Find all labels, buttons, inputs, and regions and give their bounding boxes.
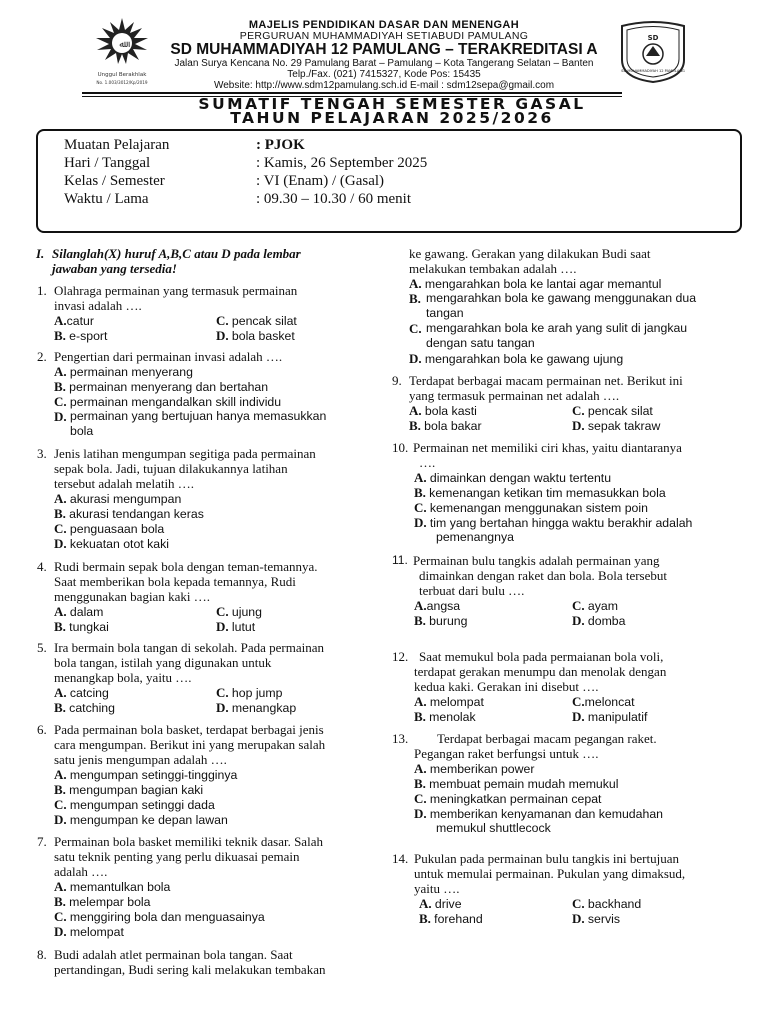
answer-option-c[interactable]: C. backhand: [572, 896, 642, 911]
info-label: Hari / Tanggal: [64, 155, 151, 171]
answer-option-c[interactable]: C. kemenangan menggunakan sistem poin: [414, 500, 648, 515]
answer-option-c[interactable]: C.meloncat: [572, 694, 635, 709]
question-text: Saat memukul bola pada permaianan bola voli,: [419, 649, 664, 664]
question-text: Pada permainan bola basket, terdapat berbagai jenis: [54, 722, 324, 737]
answer-option-b[interactable]: B. tungkai: [54, 619, 109, 634]
question-text: pertandingan, Budi sering kali melakukan tembakan: [54, 962, 326, 977]
instruction-text: jawaban yang tersedia!: [52, 261, 177, 276]
answer-option-d[interactable]: D. menangkap: [216, 700, 297, 715]
answer-option-d-text: bola: [70, 424, 94, 438]
answer-option-a[interactable]: A. bola kasti: [409, 403, 477, 418]
info-value: : Kamis, 26 September 2025: [256, 155, 428, 171]
answer-option-a[interactable]: A. melompat: [414, 694, 484, 709]
question-text: Permainan bola basket memiliki teknik dasar. Salah: [54, 834, 323, 849]
question-number: 9.: [392, 373, 402, 388]
question-number: 13.: [392, 731, 409, 746]
question-text: Permainan bulu tangkis adalah permainan yang: [413, 553, 660, 568]
school-address: Jalan Surya Kencana No. 29 Pamulang Barat – Pamulang – Kota Tangerang Selatan – Banten: [174, 58, 594, 69]
question-text: terdapat gerakan menumpu dan menolak dengan: [414, 664, 667, 679]
question-text: yaitu ….: [414, 881, 460, 896]
answer-option-c[interactable]: C. pencak silat: [216, 313, 297, 328]
answer-option-a[interactable]: A. catcing: [54, 685, 109, 700]
question-text: Pengertian dari permainan invasi adalah ….: [54, 349, 283, 364]
question-text: kedua kaki. Gerakan ini disebut ….: [414, 679, 599, 694]
question-text: satu jenis mengumpan adalah ….: [54, 752, 227, 767]
question-text: dimainkan dengan raket dan bola. Bola tersebut: [419, 568, 668, 583]
question-text: Rudi bermain sepak bola dengan teman-temannya.: [54, 559, 318, 574]
answer-option-b[interactable]: B. catching: [54, 700, 115, 715]
answer-option-d[interactable]: D. manipulatif: [572, 709, 648, 724]
exam-title: SUMATIF TENGAH SEMESTER GASAL: [198, 95, 586, 113]
info-value: : 09.30 – 10.30 / 60 menit: [256, 191, 411, 207]
answer-option-b[interactable]: B. akurasi tendangan keras: [54, 506, 204, 521]
left-logo-reg: No. 1.003/3012/Kp/2019: [96, 80, 148, 85]
svg-text:SD: SD: [647, 34, 659, 42]
answer-option-b[interactable]: B. menolak: [414, 709, 476, 724]
answer-option-b[interactable]: B. e-sport: [54, 328, 108, 343]
question-number: 3.: [37, 446, 47, 461]
question-number: 2.: [37, 349, 47, 364]
question-number: 7.: [37, 834, 47, 849]
info-value: : PJOK: [256, 137, 305, 153]
question-text: tersebut adalah melatih ….: [54, 476, 195, 491]
answer-option-b[interactable]: B. permainan menyerang dan bertahan: [54, 379, 269, 394]
answer-option-c[interactable]: C. meningkatkan permainan cepat: [414, 791, 602, 806]
question-number: 10.: [392, 440, 409, 455]
letterhead-line2: PERGURUAN MUHAMMADIYAH SETIABUDI PAMULANG: [239, 30, 529, 42]
question-text: ke gawang. Gerakan yang dilakukan Budi saat: [409, 246, 651, 261]
answer-option-d[interactable]: D. mengumpan ke depan lawan: [54, 812, 228, 827]
answer-option-c[interactable]: C. pencak silat: [572, 403, 653, 418]
instruction-text: Silanglah(X) huruf A,B,C atau D pada lembar: [52, 246, 301, 261]
question-text: Budi adalah atlet permainan bola tangan. Saat: [54, 947, 293, 962]
question-text: cara mengumpan. Berikut ini yang merupakan salah: [54, 737, 326, 752]
question-text: Terdapat berbagai macam pegangan raket.: [437, 731, 657, 746]
answer-option-c-text: dengan satu tangan: [426, 336, 535, 350]
question-text: melakukan tembakan adalah ….: [409, 261, 577, 276]
question-text: satu teknik penting yang perlu dikuasai pemain: [54, 849, 300, 864]
answer-option-b[interactable]: B. melempar bola: [54, 894, 151, 909]
answer-option-b[interactable]: B. forehand: [419, 911, 483, 926]
question-text: bola tangan, istilah yang digunakan untuk: [54, 655, 272, 670]
question-text: sepak bola. Jadi, tujuan dilakukannya latihan: [54, 461, 288, 476]
question-number: 1.: [37, 283, 47, 298]
school-name: SD MUHAMMADIYAH 12 PAMULANG – TERAKREDITASI A: [170, 41, 598, 58]
question-text: Terdapat berbagai macam permainan net. Berikut ini: [409, 373, 683, 388]
answer-option-c[interactable]: C. mengumpan setinggi dada: [54, 797, 215, 812]
question-text: Permainan net memiliki ciri khas, yaitu diantaranya: [413, 440, 682, 455]
svg-text:ﷲ: ﷲ: [119, 40, 125, 50]
answer-option-d[interactable]: D. memberikan kenyamanan dan kemudahan: [414, 806, 663, 821]
answer-option-d[interactable]: D. sepak takraw: [572, 418, 661, 433]
answer-option-a[interactable]: A.catur: [54, 313, 94, 328]
answer-option-a[interactable]: A. memantulkan bola: [54, 879, 171, 894]
info-value: : VI (Enam) / (Gasal): [256, 173, 385, 189]
question-text: untuk memulai permainan. Pukulan yang dimaksud,: [414, 866, 686, 881]
answer-option-d[interactable]: D.: [54, 409, 67, 424]
letterhead-rule: [82, 92, 622, 94]
answer-option-d-text: memukul shuttlecock: [436, 821, 551, 835]
answer-option-b[interactable]: B. bola bakar: [409, 418, 482, 433]
answer-option-d[interactable]: D. servis: [572, 911, 621, 926]
answer-option-a[interactable]: A. permainan menyerang: [54, 364, 193, 379]
question-text: Ira bermain bola tangan di sekolah. Pada permainan: [54, 640, 325, 655]
question-text: Saat memberikan bola kepada temannya, Rudi: [54, 574, 296, 589]
answer-option-c[interactable]: C. penguasaan bola: [54, 521, 165, 536]
answer-option-c[interactable]: C.: [409, 321, 422, 336]
school-phone: Telp./Fax. (021) 7415327, Kode Pos: 15435: [287, 69, 481, 80]
question-text: invasi adalah ….: [54, 298, 142, 313]
answer-option-a[interactable]: A. drive: [419, 896, 462, 911]
answer-option-a[interactable]: A. mengarahkan bola ke lantai agar memantul: [409, 276, 662, 291]
answer-option-b-text: tangan: [426, 306, 464, 320]
answer-option-a[interactable]: A.angsa: [414, 598, 461, 613]
instruction-number: I.: [36, 246, 45, 261]
answer-option-c[interactable]: C. menggiring bola dan menguasainya: [54, 909, 265, 924]
answer-option-b[interactable]: B. membuat pemain mudah memukul: [414, 776, 619, 791]
question-text: yang termasuk permainan net adalah ….: [409, 388, 620, 403]
answer-option-b[interactable]: B.: [409, 291, 421, 306]
question-number: 12.: [392, 649, 409, 664]
answer-option-b[interactable]: B. burung: [414, 613, 468, 628]
answer-option-b-text: mengarahkan bola ke gawang menggunakan dua: [426, 291, 697, 305]
question-text: menangkap bola, yaitu ….: [54, 670, 192, 685]
question-text: Jenis latihan mengumpan segitiga pada permainan: [54, 446, 316, 461]
answer-option-d[interactable]: D. mengarahkan bola ke gawang ujung: [409, 351, 624, 366]
answer-option-a[interactable]: A. dalam: [54, 604, 104, 619]
answer-option-d[interactable]: D. melompat: [54, 924, 124, 939]
answer-option-a[interactable]: A. akurasi mengumpan: [54, 491, 182, 506]
answer-option-d[interactable]: D. domba: [572, 613, 626, 628]
info-label: Waktu / Lama: [64, 191, 149, 207]
info-label: Muatan Pelajaran: [64, 137, 170, 153]
answer-option-d-text: permainan yang bertujuan hanya memasukkan: [70, 409, 327, 423]
letterhead-line1: MAJELIS PENDIDIKAN DASAR DAN MENENGAH: [248, 19, 520, 31]
answer-option-c[interactable]: C. hop jump: [216, 685, 283, 700]
svg-text:SD MUHAMMADIYAH 12 PAMULANG: SD MUHAMMADIYAH 12 PAMULANG: [621, 69, 685, 73]
info-label: Kelas / Semester: [64, 173, 165, 189]
question-number: 14.: [392, 851, 409, 866]
answer-option-c[interactable]: C. ujung: [216, 604, 262, 619]
answer-option-a[interactable]: A. dimainkan dengan waktu tertentu: [414, 470, 612, 485]
question-text: Pukulan pada permainan bulu tangkis ini bertujuan: [414, 851, 679, 866]
answer-option-a[interactable]: A. mengumpan setinggi-tingginya: [54, 767, 238, 782]
question-number: 6.: [37, 722, 47, 737]
question-number: 5.: [37, 640, 47, 655]
question-text: adalah ….: [54, 864, 108, 879]
question-text: Pegangan raket berfungsi untuk ….: [414, 746, 599, 761]
answer-option-c[interactable]: C. permainan mengandalkan skill individu: [54, 394, 282, 409]
left-logo-caption: Unggul Berakhlak: [97, 72, 147, 78]
answer-option-d[interactable]: D. kekuatan otot kaki: [54, 536, 170, 551]
answer-option-b[interactable]: B. mengumpan bagian kaki: [54, 782, 204, 797]
answer-option-b[interactable]: B. kemenangan ketikan tim memasukkan bola: [414, 485, 666, 500]
question-text: terbuat dari bulu ….: [419, 583, 525, 598]
answer-option-a[interactable]: A. memberikan power: [414, 761, 535, 776]
school-web: Website: http://www.sdm12pamulang.sch.id E-mail : sdm12sepa@gmail.com: [213, 80, 555, 91]
answer-option-d[interactable]: D. bola basket: [216, 328, 295, 343]
question-number: 4.: [37, 559, 47, 574]
question-number: 8.: [37, 947, 47, 962]
answer-option-d[interactable]: D. tim yang bertahan hingga waktu berakhir adalah: [414, 515, 693, 530]
question-text: ….: [419, 455, 436, 470]
answer-option-d[interactable]: D. lutut: [216, 619, 256, 634]
answer-option-c-text: mengarahkan bola ke arah yang sulit di jangkau: [426, 321, 688, 335]
answer-option-c[interactable]: C. ayam: [572, 598, 618, 613]
answer-option-d-text: pemenangnya: [436, 530, 514, 544]
question-text: Olahraga permainan yang termasuk permainan: [54, 283, 298, 298]
question-text: menggunakan bagian kaki ….: [54, 589, 210, 604]
question-number: 11.: [392, 553, 408, 567]
exam-year: TAHUN PELAJARAN 2025/2026: [230, 109, 554, 127]
